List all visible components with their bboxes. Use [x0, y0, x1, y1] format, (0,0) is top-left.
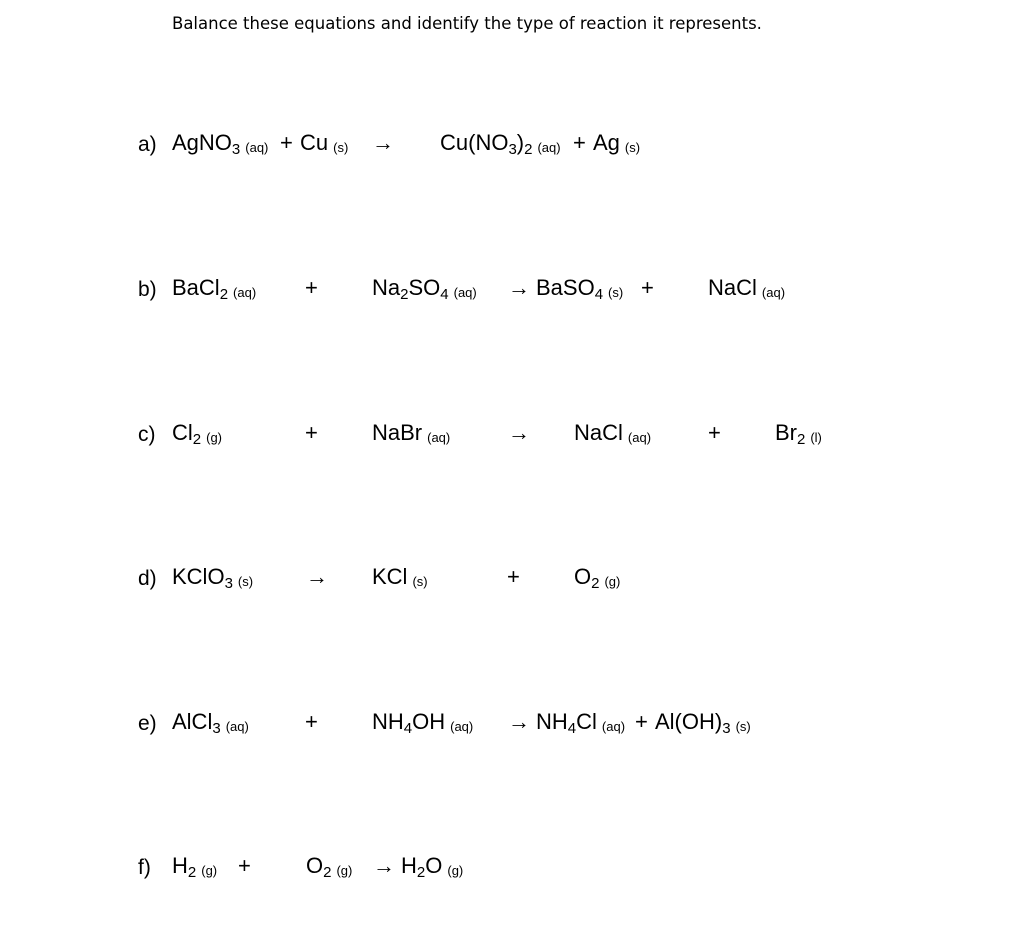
- equation-label: d): [138, 567, 157, 590]
- plus-sign: +: [305, 420, 318, 445]
- plus-sign: +: [305, 275, 318, 300]
- reactant-2: NH4OH (aq): [372, 709, 474, 737]
- product-1: NaCl (aq): [574, 420, 652, 445]
- product-2: Br2 (l): [775, 420, 822, 448]
- reaction-arrow: →: [508, 275, 530, 300]
- reactant-1: Cl2 (g): [172, 420, 223, 448]
- reaction-arrow: →: [373, 853, 395, 878]
- plus-sign: +: [573, 130, 586, 155]
- reaction-arrow: →: [508, 709, 530, 734]
- reactant-1: AgNO3 (aq): [172, 130, 269, 158]
- product-1: NH4Cl (aq): [536, 709, 626, 737]
- plus-sign: +: [238, 853, 251, 878]
- reactant-1: KClO3 (s): [172, 564, 254, 592]
- reactant-2: Cu (s): [300, 130, 349, 155]
- reaction-arrow: →: [372, 130, 394, 155]
- plus-sign: +: [708, 420, 721, 445]
- equation-label: e): [138, 712, 157, 735]
- reactant-2: O2 (g): [306, 853, 353, 881]
- product-2: NaCl (aq): [708, 275, 786, 300]
- equation-label: f): [138, 856, 151, 879]
- plus-sign: +: [305, 709, 318, 734]
- equation-label: c): [138, 423, 156, 446]
- plus-sign: +: [641, 275, 654, 300]
- reactant-1: BaCl2 (aq): [172, 275, 257, 303]
- product-2: O2 (g): [574, 564, 621, 592]
- equation-label: a): [138, 133, 157, 156]
- instructions: Balance these equations and identify the type of reaction it represents.: [172, 14, 762, 33]
- product-1: H2O (g): [401, 853, 464, 881]
- reaction-arrow: →: [306, 564, 328, 589]
- plus-sign: +: [507, 564, 520, 589]
- plus-sign: +: [635, 709, 648, 734]
- product-1: BaSO4 (s): [536, 275, 624, 303]
- product-2: Al(OH)3 (s): [655, 709, 751, 737]
- reactant-1: H2 (g): [172, 853, 218, 881]
- product-2: Ag (s): [593, 130, 641, 155]
- reactant-1: AlCl3 (aq): [172, 709, 249, 737]
- product-1: Cu(NO3)2 (aq): [440, 130, 561, 158]
- reaction-arrow: →: [508, 420, 530, 445]
- reactant-2: Na2SO4 (aq): [372, 275, 477, 303]
- plus-sign: +: [280, 130, 293, 155]
- equation-label: b): [138, 278, 157, 301]
- product-1: KCl (s): [372, 564, 428, 589]
- reactant-2: NaBr (aq): [372, 420, 451, 445]
